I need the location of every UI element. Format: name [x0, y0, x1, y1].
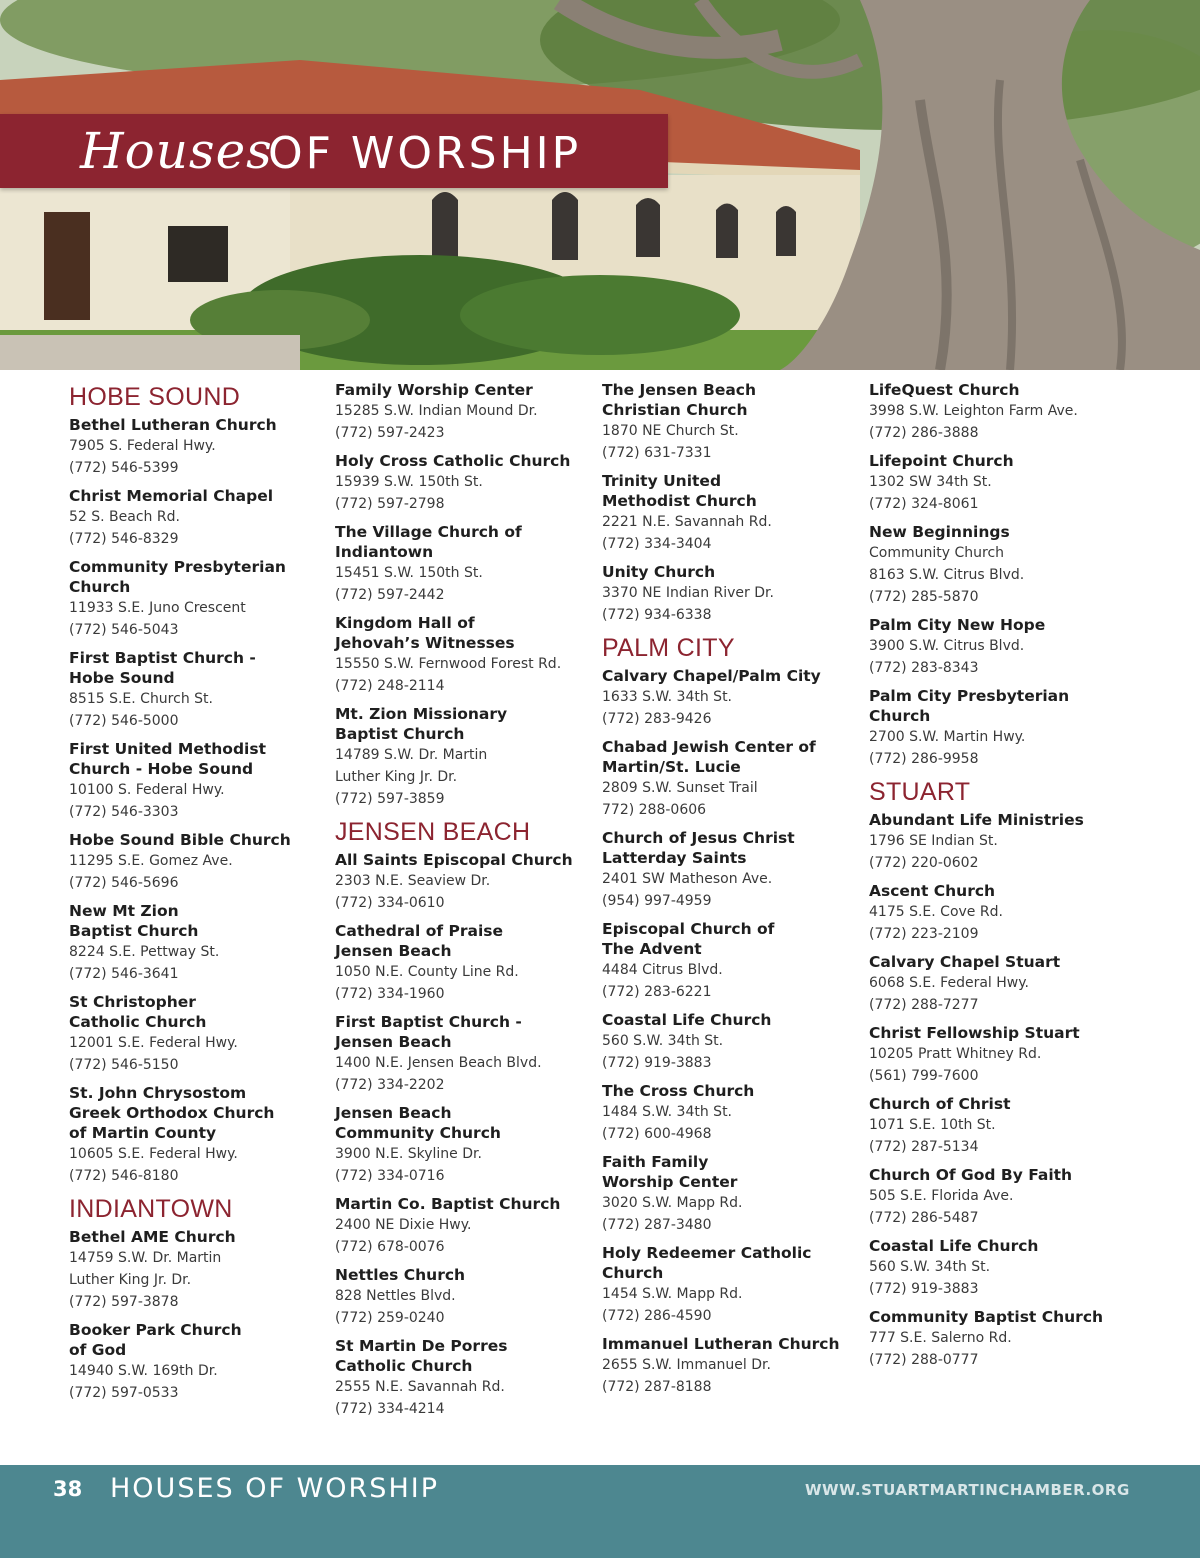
church-listing — [69, 1083, 331, 1187]
church-phone: (772) 288-0777 — [869, 1352, 979, 1368]
church-address: 8224 S.E. Pettway St. — [69, 944, 220, 960]
church-listing — [869, 1023, 1131, 1087]
church-address: 3998 S.W. Leighton Farm Ave. — [869, 403, 1078, 419]
church-listing — [69, 486, 331, 550]
church-listing — [602, 1243, 864, 1327]
page-number: 38 — [53, 1477, 83, 1501]
church-address: 2809 S.W. Sunset Trail — [602, 780, 758, 796]
church-listing — [69, 901, 331, 985]
church-address: 52 S. Beach Rd. — [69, 509, 180, 525]
church-address: 1796 SE Indian St. — [869, 833, 998, 849]
church-phone: (772) 334-0610 — [335, 895, 445, 911]
church-phone: (772) 283-9426 — [602, 711, 712, 727]
church-listing — [869, 810, 1131, 874]
church-listing — [335, 1194, 597, 1258]
section-heading: INDIANTOWN — [69, 1195, 233, 1223]
church-phone: (772) 546-5150 — [69, 1057, 179, 1073]
church-listing — [602, 380, 864, 464]
church-name: Palm City Presbyterian Church — [869, 687, 1070, 725]
church-name: Coastal Life Church — [602, 1011, 772, 1029]
church-address: 12001 S.E. Federal Hwy. — [69, 1035, 238, 1051]
church-name: Unity Church — [602, 563, 716, 581]
church-address: 7905 S. Federal Hwy. — [69, 438, 216, 454]
church-listing — [869, 1094, 1131, 1158]
church-address: Community Church — [869, 545, 1005, 561]
church-name: Cathedral of Praise Jensen Beach — [335, 922, 504, 960]
church-phone: (772) 678-0076 — [335, 1239, 445, 1255]
church-listing — [69, 557, 331, 641]
church-listing — [335, 1012, 597, 1096]
church-address: 8515 S.E. Church St. — [69, 691, 213, 707]
church-name: St Christopher Catholic Church — [69, 993, 207, 1031]
church-phone: (772) 919-3883 — [869, 1281, 979, 1297]
church-address: 15285 S.W. Indian Mound Dr. — [335, 403, 538, 419]
hero-photo — [0, 0, 1200, 370]
church-address: Luther King Jr. Dr. — [69, 1272, 192, 1288]
church-listing — [335, 1265, 597, 1329]
church-listing — [602, 666, 864, 730]
church-address: 560 S.W. 34th St. — [869, 1259, 991, 1275]
church-address: 6068 S.E. Federal Hwy. — [869, 975, 1029, 991]
page-title-script: Houses — [80, 122, 273, 180]
church-listing — [69, 830, 331, 894]
church-address: 4484 Citrus Blvd. — [602, 962, 723, 978]
church-address: 2700 S.W. Martin Hwy. — [869, 729, 1026, 745]
church-phone: (772) 286-4590 — [602, 1308, 712, 1324]
church-phone: (772) 546-5000 — [69, 713, 179, 729]
church-listing — [335, 522, 597, 606]
church-name: New Beginnings — [869, 523, 1010, 541]
church-name: Community Presbyterian Church — [69, 558, 286, 596]
church-phone: (954) 997-4959 — [602, 893, 712, 909]
church-name: Episcopal Church of The Advent — [602, 920, 775, 958]
section-heading: JENSEN BEACH — [335, 818, 531, 846]
church-phone: 772) 288-0606 — [602, 802, 707, 818]
church-listing — [602, 1152, 864, 1236]
church-phone: (772) 220-0602 — [869, 855, 979, 871]
church-listing — [69, 415, 331, 479]
church-listing — [602, 919, 864, 1003]
church-phone: (772) 287-5134 — [869, 1139, 979, 1155]
church-phone: (772) 285-5870 — [869, 589, 979, 605]
church-name: Kingdom Hall of Jehovah’s Witnesses — [335, 614, 515, 652]
church-listing — [602, 562, 864, 626]
directory-column-4 — [869, 380, 1131, 1378]
church-name: New Mt Zion Baptist Church — [69, 902, 199, 940]
church-phone: (772) 597-0533 — [69, 1385, 179, 1401]
church-name: Jensen Beach Community Church — [335, 1104, 501, 1142]
directory-column-3 — [602, 380, 864, 1405]
church-address: 1302 SW 34th St. — [869, 474, 992, 490]
church-listing — [335, 850, 597, 914]
section-heading: STUART — [869, 778, 971, 806]
church-address: 15451 S.W. 150th St. — [335, 565, 483, 581]
church-address: 14759 S.W. Dr. Martin — [69, 1250, 222, 1266]
title-banner — [0, 114, 668, 188]
church-phone: (772) 546-5399 — [69, 460, 179, 476]
church-phone: (772) 259-0240 — [335, 1310, 445, 1326]
church-address: 1484 S.W. 34th St. — [602, 1104, 733, 1120]
section-heading: PALM CITY — [602, 634, 735, 662]
church-name: Church of Christ — [869, 1095, 1011, 1113]
church-listing — [69, 1320, 331, 1404]
church-listing — [69, 992, 331, 1076]
church-name: Booker Park Church of God — [69, 1321, 242, 1359]
church-address: 10605 S.E. Federal Hwy. — [69, 1146, 238, 1162]
directory-section — [602, 633, 864, 1398]
church-phone: (772) 546-5043 — [69, 622, 179, 638]
church-phone: (772) 546-8180 — [69, 1168, 179, 1184]
church-phone: (772) 919-3883 — [602, 1055, 712, 1071]
church-phone: (772) 286-3888 — [869, 425, 979, 441]
church-phone: (772) 286-5487 — [869, 1210, 979, 1226]
church-phone: (772) 546-5696 — [69, 875, 179, 891]
church-name: Martin Co. Baptist Church — [335, 1195, 561, 1213]
church-name: Calvary Chapel/Palm City — [602, 667, 821, 685]
church-address: 1050 N.E. County Line Rd. — [335, 964, 519, 980]
church-name: LifeQuest Church — [869, 381, 1020, 399]
church-phone: (772) 597-2798 — [335, 496, 445, 512]
church-phone: (772) 631-7331 — [602, 445, 712, 461]
church-name: Church Of God By Faith — [869, 1166, 1073, 1184]
church-address: 4175 S.E. Cove Rd. — [869, 904, 1003, 920]
church-name: Chabad Jewish Center of Martin/St. Lucie — [602, 738, 816, 776]
church-listing — [335, 451, 597, 515]
church-address: 505 S.E. Florida Ave. — [869, 1188, 1014, 1204]
directory-column-2 — [335, 380, 597, 1427]
church-phone: (772) 288-7277 — [869, 997, 979, 1013]
church-name: First Baptist Church - Jensen Beach — [335, 1013, 522, 1051]
church-phone: (772) 597-3859 — [335, 791, 445, 807]
church-address: 560 S.W. 34th St. — [602, 1033, 724, 1049]
church-listing — [869, 451, 1131, 515]
church-address: 14789 S.W. Dr. Martin — [335, 747, 488, 763]
church-name: Trinity United Methodist Church — [602, 472, 757, 510]
section-heading: HOBE SOUND — [69, 383, 241, 411]
church-listing — [869, 615, 1131, 679]
church-listing — [869, 952, 1131, 1016]
church-address: 828 Nettles Blvd. — [335, 1288, 456, 1304]
church-address: 8163 S.W. Citrus Blvd. — [869, 567, 1025, 583]
church-listing — [602, 1010, 864, 1074]
directory-section — [602, 380, 864, 626]
church-listing — [602, 1081, 864, 1145]
church-phone: (772) 597-2423 — [335, 425, 445, 441]
church-address: 1870 NE Church St. — [602, 423, 739, 439]
church-listing — [335, 380, 597, 444]
church-address: 777 S.E. Salerno Rd. — [869, 1330, 1012, 1346]
church-listing — [602, 471, 864, 555]
church-name: Coastal Life Church — [869, 1237, 1039, 1255]
church-phone: (772) 248-2114 — [335, 678, 445, 694]
church-listing — [869, 1165, 1131, 1229]
church-name: Holy Cross Catholic Church — [335, 452, 571, 470]
church-listing — [869, 522, 1131, 608]
church-address: 1633 S.W. 34th St. — [602, 689, 733, 705]
directory-section — [869, 380, 1131, 770]
church-name: Lifepoint Church — [869, 452, 1014, 470]
church-address: 3020 S.W. Mapp Rd. — [602, 1195, 743, 1211]
church-name: Bethel AME Church — [69, 1228, 236, 1246]
church-phone: (561) 799-7600 — [869, 1068, 979, 1084]
church-name: Christ Fellowship Stuart — [869, 1024, 1080, 1042]
directory-section — [335, 380, 597, 810]
church-name: Faith Family Worship Center — [602, 1153, 738, 1191]
church-phone: (772) 283-6221 — [602, 984, 712, 1000]
church-listing — [602, 828, 864, 912]
church-listing — [69, 648, 331, 732]
church-listing — [869, 686, 1131, 770]
church-listing — [869, 380, 1131, 444]
church-name: Family Worship Center — [335, 381, 533, 399]
page-title-caps: OF WORSHIP — [268, 128, 582, 179]
church-name: First United Methodist Church - Hobe Sound — [69, 740, 266, 778]
church-address: 11295 S.E. Gomez Ave. — [69, 853, 233, 869]
church-address: 3370 NE Indian River Dr. — [602, 585, 774, 601]
church-name: Community Baptist Church — [869, 1308, 1104, 1326]
church-listing — [335, 613, 597, 697]
church-name: Abundant Life Ministries — [869, 811, 1084, 829]
church-name: Christ Memorial Chapel — [69, 487, 274, 505]
church-phone: (772) 600-4968 — [602, 1126, 712, 1142]
church-name: Nettles Church — [335, 1266, 466, 1284]
church-listing — [869, 1236, 1131, 1300]
church-address: 1071 S.E. 10th St. — [869, 1117, 996, 1133]
church-address: 2401 SW Matheson Ave. — [602, 871, 773, 887]
church-phone: (772) 287-3480 — [602, 1217, 712, 1233]
church-listing — [335, 1336, 597, 1420]
church-listing — [335, 1103, 597, 1187]
footer-section-title: HOUSES OF WORSHIP — [110, 1473, 439, 1504]
church-name: Holy Redeemer Catholic Church — [602, 1244, 812, 1282]
church-phone: (772) 287-8188 — [602, 1379, 712, 1395]
directory-section — [869, 777, 1131, 1371]
church-phone: (772) 546-3303 — [69, 804, 179, 820]
church-address: 2221 N.E. Savannah Rd. — [602, 514, 772, 530]
church-phone: (772) 934-6338 — [602, 607, 712, 623]
church-listing — [335, 921, 597, 1005]
church-name: The Jensen Beach Christian Church — [602, 381, 757, 419]
church-phone: (772) 334-4214 — [335, 1401, 445, 1417]
church-phone: (772) 597-3878 — [69, 1294, 179, 1310]
church-name: Immanuel Lutheran Church — [602, 1335, 840, 1353]
church-name: Mt. Zion Missionary Baptist Church — [335, 705, 508, 743]
church-name: St Martin De Porres Catholic Church — [335, 1337, 508, 1375]
church-phone: (772) 223-2109 — [869, 926, 979, 942]
footer-website-link[interactable]: WWW.STUARTMARTINCHAMBER.ORG — [805, 1481, 1130, 1499]
church-phone: (772) 324-8061 — [869, 496, 979, 512]
church-address: 1400 N.E. Jensen Beach Blvd. — [335, 1055, 542, 1071]
church-phone: (772) 334-3404 — [602, 536, 712, 552]
church-name: All Saints Episcopal Church — [335, 851, 573, 869]
church-phone: (772) 546-8329 — [69, 531, 179, 547]
church-listing — [869, 1307, 1131, 1371]
directory-column-1 — [69, 382, 331, 1411]
church-name: The Village Church of Indiantown — [335, 523, 522, 561]
directory-section — [69, 1194, 331, 1404]
church-name: The Cross Church — [602, 1082, 755, 1100]
church-phone: (772) 597-2442 — [335, 587, 445, 603]
church-listing — [602, 737, 864, 821]
church-address: Luther King Jr. Dr. — [335, 769, 458, 785]
church-name: Church of Jesus Christ Latterday Saints — [602, 829, 795, 867]
church-address: 14940 S.W. 169th Dr. — [69, 1363, 218, 1379]
directory-section — [69, 382, 331, 1187]
church-address: 2655 S.W. Immanuel Dr. — [602, 1357, 771, 1373]
church-listing — [69, 1227, 331, 1313]
page-footer — [0, 1465, 1200, 1558]
church-listing — [69, 739, 331, 823]
church-address: 11933 S.E. Juno Crescent — [69, 600, 246, 616]
church-address: 2400 NE Dixie Hwy. — [335, 1217, 472, 1233]
church-phone: (772) 286-9958 — [869, 751, 979, 767]
church-address: 2303 N.E. Seaview Dr. — [335, 873, 491, 889]
church-name: Hobe Sound Bible Church — [69, 831, 291, 849]
church-name: First Baptist Church - Hobe Sound — [69, 649, 256, 687]
church-name: Bethel Lutheran Church — [69, 416, 277, 434]
church-name: Ascent Church — [869, 882, 996, 900]
directory-section — [335, 817, 597, 1420]
church-address: 3900 S.W. Citrus Blvd. — [869, 638, 1025, 654]
church-name: Calvary Chapel Stuart — [869, 953, 1061, 971]
church-name: Palm City New Hope — [869, 616, 1046, 634]
church-address: 2555 N.E. Savannah Rd. — [335, 1379, 505, 1395]
church-address: 1454 S.W. Mapp Rd. — [602, 1286, 743, 1302]
church-address: 10205 Pratt Whitney Rd. — [869, 1046, 1042, 1062]
church-address: 10100 S. Federal Hwy. — [69, 782, 225, 798]
church-listing — [602, 1334, 864, 1398]
church-name: St. John Chrysostom Greek Orthodox Church of Martin County — [69, 1084, 275, 1142]
church-phone: (772) 334-0716 — [335, 1168, 445, 1184]
church-phone: (772) 334-1960 — [335, 986, 445, 1002]
church-phone: (772) 546-3641 — [69, 966, 179, 982]
church-address: 3900 N.E. Skyline Dr. — [335, 1146, 482, 1162]
church-address: 15550 S.W. Fernwood Forest Rd. — [335, 656, 562, 672]
church-listing — [335, 704, 597, 810]
church-phone: (772) 283-8343 — [869, 660, 979, 676]
church-listing — [869, 881, 1131, 945]
church-address: 15939 S.W. 150th St. — [335, 474, 483, 490]
church-phone: (772) 334-2202 — [335, 1077, 445, 1093]
